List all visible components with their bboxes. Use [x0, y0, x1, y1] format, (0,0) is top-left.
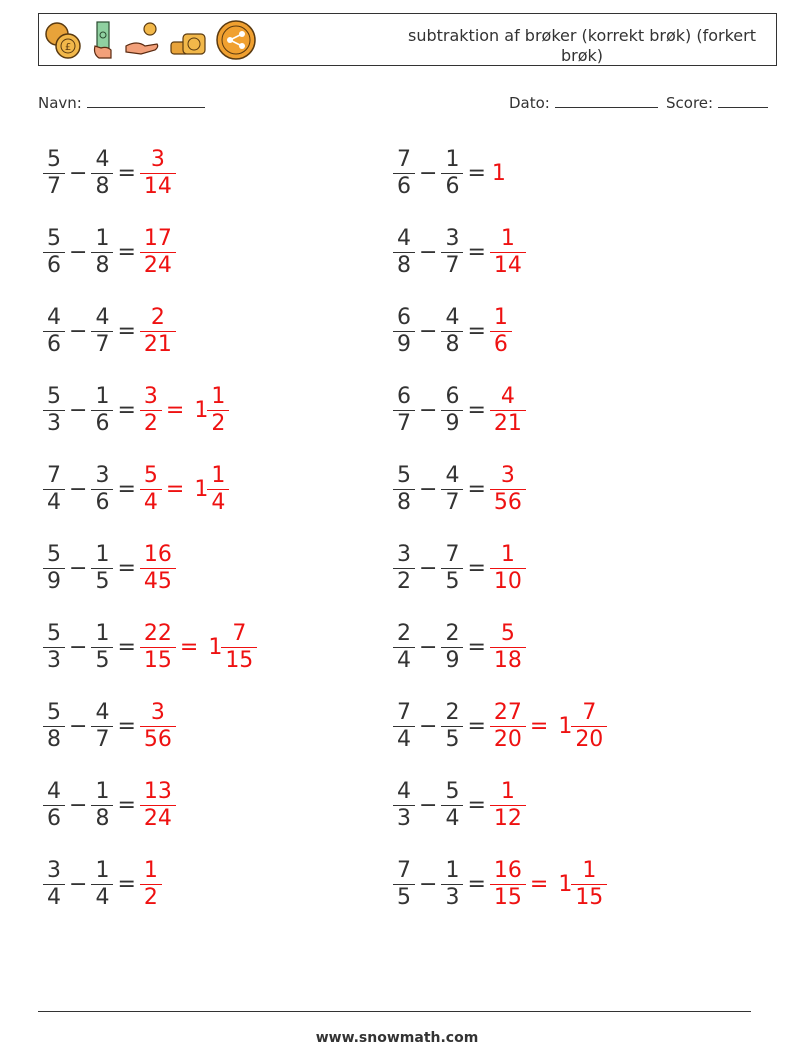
- subtrahend-fraction-numerator: 6: [445, 383, 460, 409]
- subtrahend-fraction-numerator: 3: [95, 462, 110, 488]
- minus-sign: −: [419, 555, 438, 581]
- answer-fraction-denominator: 2: [140, 410, 162, 437]
- mixed-fraction-numerator: 7: [232, 620, 247, 646]
- problem-row: [395, 696, 605, 756]
- subtrahend-fraction: [443, 779, 461, 832]
- answer-fraction-numerator: 1: [500, 225, 515, 251]
- problem-row: [45, 617, 255, 677]
- subtrahend-fraction: [93, 700, 111, 753]
- date-blank[interactable]: [555, 93, 658, 108]
- minuend-fraction-denominator: 8: [393, 252, 415, 279]
- equals-sign: =: [467, 555, 486, 581]
- minuend-fraction-denominator: 6: [393, 173, 415, 200]
- answer-fraction: [492, 779, 524, 832]
- answer-fraction: [142, 305, 174, 358]
- subtrahend-fraction: [443, 858, 461, 911]
- minus-sign: −: [419, 792, 438, 818]
- subtrahend-fraction: [93, 147, 111, 200]
- subtrahend-fraction-denominator: 7: [441, 489, 463, 516]
- subtrahend-fraction-numerator: 5: [445, 778, 460, 804]
- equals-sign: =: [467, 318, 486, 344]
- subtrahend-fraction-denominator: 4: [91, 884, 113, 911]
- answer-fraction-numerator: 2: [150, 304, 165, 330]
- answer-fraction: [142, 779, 174, 832]
- minus-sign: −: [69, 318, 88, 344]
- minus-sign: −: [69, 239, 88, 265]
- subtrahend-fraction-numerator: 4: [445, 304, 460, 330]
- subtrahend-fraction: [93, 384, 111, 437]
- equals-sign: =: [117, 792, 136, 818]
- minuend-fraction-numerator: 5: [47, 620, 61, 646]
- problem-row: [45, 222, 174, 282]
- minuend-fraction-denominator: 8: [43, 726, 65, 753]
- answer-fraction-numerator: 27: [493, 699, 522, 725]
- minuend-fraction-denominator: 5: [393, 884, 415, 911]
- answer-fraction: [142, 384, 160, 437]
- minuend-fraction-numerator: 5: [397, 462, 411, 488]
- mixed-fraction: [573, 700, 605, 753]
- answer-fraction-numerator: 3: [143, 383, 158, 409]
- minuend-fraction-numerator: 7: [397, 857, 411, 883]
- minus-sign: −: [69, 397, 88, 423]
- answer-fraction-numerator: 13: [143, 778, 172, 804]
- minuend-fraction-denominator: 4: [393, 726, 415, 753]
- mixed-whole-number: 1: [194, 476, 209, 502]
- answer-fraction-denominator: 24: [140, 805, 176, 832]
- subtrahend-fraction-denominator: 6: [441, 173, 463, 200]
- minuend-fraction: [45, 147, 63, 200]
- minuend-fraction-denominator: 4: [393, 647, 415, 674]
- minus-sign: −: [69, 713, 88, 739]
- minuend-fraction-numerator: 7: [397, 699, 411, 725]
- subtrahend-fraction-numerator: 1: [95, 225, 110, 251]
- subtrahend-fraction-denominator: 5: [441, 726, 463, 753]
- mixed-fraction-numerator: 1: [211, 462, 226, 488]
- answer-fraction-numerator: 3: [500, 462, 515, 488]
- minuend-fraction-denominator: 7: [43, 173, 65, 200]
- subtrahend-fraction-denominator: 5: [441, 568, 463, 595]
- minus-sign: −: [419, 476, 438, 502]
- subtrahend-fraction: [93, 542, 111, 595]
- minus-sign: −: [419, 871, 438, 897]
- problem-row: [395, 538, 524, 598]
- problem-row: [45, 380, 227, 440]
- mixed-fraction: [223, 621, 255, 674]
- score-label: Score:: [666, 94, 714, 112]
- minuend-fraction-denominator: 9: [393, 331, 415, 358]
- problem-row: [395, 143, 506, 203]
- mixed-whole-number: 1: [194, 397, 209, 423]
- answer-fraction: [492, 858, 524, 911]
- answer-fraction-denominator: 45: [140, 568, 176, 595]
- minuend-fraction: [45, 700, 63, 753]
- answer-fraction: [142, 858, 160, 911]
- subtrahend-fraction: [93, 463, 111, 516]
- answer-fraction-numerator: 22: [143, 620, 172, 646]
- answer-fraction: [142, 463, 160, 516]
- equals-sign: =: [467, 634, 486, 660]
- answer-fraction-numerator: 3: [150, 146, 165, 172]
- minus-sign: −: [69, 871, 88, 897]
- answer-fraction-numerator: 3: [150, 699, 165, 725]
- answer-fraction: [142, 700, 174, 753]
- subtrahend-fraction-numerator: 1: [95, 857, 110, 883]
- answer-fraction: [492, 700, 524, 753]
- problem-row: [395, 222, 524, 282]
- problem-row: [395, 854, 605, 914]
- footer-divider: [38, 1011, 751, 1012]
- mixed-whole-number: 1: [558, 871, 573, 897]
- minus-sign: −: [69, 160, 88, 186]
- answer-fraction-denominator: 14: [140, 173, 176, 200]
- subtrahend-fraction: [443, 147, 461, 200]
- minuend-fraction-numerator: 6: [397, 304, 411, 330]
- subtrahend-fraction: [443, 542, 461, 595]
- subtrahend-fraction-numerator: 4: [445, 462, 460, 488]
- equals-sign: =: [117, 239, 136, 265]
- minuend-fraction: [45, 542, 63, 595]
- mixed-equals-sign: =: [165, 397, 185, 423]
- minuend-fraction-numerator: 4: [397, 778, 411, 804]
- subtrahend-fraction-numerator: 2: [445, 620, 460, 646]
- subtrahend-fraction: [443, 305, 461, 358]
- subtrahend-fraction-denominator: 5: [91, 568, 113, 595]
- equals-sign: =: [117, 476, 136, 502]
- answer-fraction-denominator: 2: [140, 884, 162, 911]
- minuend-fraction: [395, 226, 413, 279]
- mixed-fraction: [573, 858, 605, 911]
- subtrahend-fraction-denominator: 3: [441, 884, 463, 911]
- answer-fraction-numerator: 17: [143, 225, 172, 251]
- answer-fraction-numerator: 5: [143, 462, 158, 488]
- subtrahend-fraction-denominator: 7: [91, 331, 113, 358]
- mixed-equals-sign: =: [529, 871, 549, 897]
- problem-row: [45, 696, 174, 756]
- answer-fraction: [142, 226, 174, 279]
- answer-fraction: [492, 384, 524, 437]
- subtrahend-fraction-denominator: 6: [91, 489, 113, 516]
- subtrahend-fraction: [93, 305, 111, 358]
- minus-sign: −: [419, 160, 438, 186]
- minuend-fraction-numerator: 4: [397, 225, 411, 251]
- answer-fraction-denominator: 21: [140, 331, 176, 358]
- name-field[interactable]: [38, 93, 205, 112]
- answer-fraction-denominator: 15: [140, 647, 176, 674]
- minuend-fraction: [45, 226, 63, 279]
- minuend-fraction-denominator: 6: [43, 252, 65, 279]
- answer-fraction-numerator: 1: [500, 541, 515, 567]
- minuend-fraction-numerator: 4: [47, 778, 61, 804]
- subtrahend-fraction-denominator: 9: [441, 647, 463, 674]
- minuend-fraction-denominator: 4: [43, 884, 65, 911]
- minuend-fraction: [395, 384, 413, 437]
- answer-fraction-numerator: 16: [143, 541, 172, 567]
- minuend-fraction-numerator: 5: [47, 383, 61, 409]
- problem-row: [395, 301, 510, 361]
- mixed-fraction-denominator: 20: [571, 726, 607, 753]
- subtrahend-fraction-numerator: 1: [95, 383, 110, 409]
- subtrahend-fraction-numerator: 1: [95, 541, 110, 567]
- answer-fraction-denominator: 56: [140, 726, 176, 753]
- answer-fraction-denominator: 56: [490, 489, 526, 516]
- subtrahend-fraction: [93, 779, 111, 832]
- minuend-fraction: [395, 779, 413, 832]
- minuend-fraction-numerator: 6: [397, 383, 411, 409]
- minus-sign: −: [419, 634, 438, 660]
- minuend-fraction-numerator: 7: [47, 462, 61, 488]
- subtrahend-fraction: [443, 700, 461, 753]
- minuend-fraction: [45, 463, 63, 516]
- answer-fraction-numerator: 16: [493, 857, 522, 883]
- problem-row: [395, 380, 524, 440]
- subtrahend-fraction-numerator: 4: [95, 304, 110, 330]
- equals-sign: =: [117, 555, 136, 581]
- subtrahend-fraction: [93, 226, 111, 279]
- subtrahend-fraction-numerator: 4: [95, 699, 110, 725]
- equals-sign: =: [467, 792, 486, 818]
- problem-row: [395, 775, 524, 835]
- answer-fraction: [492, 621, 524, 674]
- equals-sign: =: [467, 239, 486, 265]
- subtrahend-fraction: [443, 384, 461, 437]
- mixed-equals-sign: =: [179, 634, 199, 660]
- answer-fraction-denominator: 15: [490, 884, 526, 911]
- mixed-fraction-denominator: 4: [207, 489, 229, 516]
- answer-fraction-denominator: 18: [490, 647, 526, 674]
- date-field[interactable]: [509, 93, 658, 112]
- coin-stack-icon: [169, 20, 209, 60]
- answer-fraction-denominator: 10: [490, 568, 526, 595]
- subtrahend-fraction-denominator: 7: [91, 726, 113, 753]
- minus-sign: −: [419, 397, 438, 423]
- subtrahend-fraction-denominator: 8: [91, 173, 113, 200]
- subtrahend-fraction-denominator: 5: [91, 647, 113, 674]
- money-hand-icon: [89, 20, 117, 60]
- minuend-fraction-numerator: 5: [47, 699, 61, 725]
- subtrahend-fraction-denominator: 8: [91, 805, 113, 832]
- subtrahend-fraction-numerator: 1: [445, 146, 460, 172]
- problem-row: [45, 775, 174, 835]
- equals-sign: =: [467, 397, 486, 423]
- equals-sign: =: [117, 318, 136, 344]
- answer-fraction: [492, 305, 510, 358]
- problem-row: [45, 538, 174, 598]
- equals-sign: =: [117, 397, 136, 423]
- subtrahend-fraction-numerator: 1: [95, 620, 110, 646]
- subtrahend-fraction: [443, 463, 461, 516]
- subtrahend-fraction-numerator: 3: [445, 225, 460, 251]
- minuend-fraction: [395, 147, 413, 200]
- mixed-fraction-denominator: 2: [207, 410, 229, 437]
- answer-fraction-numerator: 1: [500, 778, 515, 804]
- minuend-fraction-numerator: 5: [47, 225, 61, 251]
- equals-sign: =: [117, 634, 136, 660]
- score-blank[interactable]: [718, 93, 768, 108]
- mixed-equals-sign: =: [529, 713, 549, 739]
- subtrahend-fraction: [443, 226, 461, 279]
- worksheet-title: subtraktion af brøker (korrekt brøk) (forkert brøk): [407, 26, 756, 65]
- subtrahend-fraction: [443, 621, 461, 674]
- subtrahend-fraction: [93, 858, 111, 911]
- minus-sign: −: [419, 239, 438, 265]
- answer-fraction: [142, 542, 174, 595]
- mixed-fraction-denominator: 15: [221, 647, 257, 674]
- answer-fraction-numerator: 1: [493, 304, 508, 330]
- answer-fraction-numerator: 4: [500, 383, 515, 409]
- equals-sign: =: [467, 476, 486, 502]
- minuend-fraction: [395, 542, 413, 595]
- minuend-fraction-denominator: 3: [393, 805, 415, 832]
- mixed-fraction: [209, 384, 227, 437]
- mixed-fraction: [209, 463, 227, 516]
- mixed-fraction-denominator: 15: [571, 884, 607, 911]
- share-coin-icon: [215, 19, 257, 61]
- minus-sign: −: [419, 713, 438, 739]
- minuend-fraction-denominator: 2: [393, 568, 415, 595]
- score-field[interactable]: [666, 93, 768, 112]
- minuend-fraction: [45, 779, 63, 832]
- minuend-fraction: [45, 858, 63, 911]
- answer-fraction-denominator: 12: [490, 805, 526, 832]
- answer-fraction: [142, 621, 174, 674]
- minuend-fraction: [395, 621, 413, 674]
- date-label: Dato:: [509, 94, 550, 112]
- problem-row: [45, 301, 174, 361]
- minuend-fraction-numerator: 7: [397, 146, 411, 172]
- minus-sign: −: [69, 634, 88, 660]
- mixed-fraction-numerator: 1: [211, 383, 226, 409]
- answer-whole: 1: [491, 160, 506, 186]
- minuend-fraction: [45, 621, 63, 674]
- name-label: Navn:: [38, 94, 82, 112]
- subtrahend-fraction-denominator: 8: [91, 252, 113, 279]
- subtrahend-fraction: [93, 621, 111, 674]
- subtrahend-fraction-denominator: 4: [441, 805, 463, 832]
- answer-fraction-denominator: 24: [140, 252, 176, 279]
- mixed-fraction-numerator: 7: [582, 699, 597, 725]
- subtrahend-fraction-denominator: 8: [441, 331, 463, 358]
- minus-sign: −: [69, 555, 88, 581]
- minuend-fraction: [395, 700, 413, 753]
- equals-sign: =: [467, 871, 486, 897]
- minuend-fraction-denominator: 7: [393, 410, 415, 437]
- answer-fraction-denominator: 6: [490, 331, 512, 358]
- minuend-fraction-numerator: 5: [47, 541, 61, 567]
- answer-fraction: [492, 542, 524, 595]
- header-icons: [43, 20, 257, 60]
- answer-fraction-denominator: 20: [490, 726, 526, 753]
- equals-sign: =: [117, 713, 136, 739]
- minuend-fraction: [45, 305, 63, 358]
- answer-fraction-numerator: 5: [500, 620, 515, 646]
- name-blank[interactable]: [87, 93, 205, 108]
- minuend-fraction-denominator: 8: [393, 489, 415, 516]
- answer-fraction-denominator: 14: [490, 252, 526, 279]
- subtrahend-fraction-denominator: 6: [91, 410, 113, 437]
- minuend-fraction-denominator: 4: [43, 489, 65, 516]
- equals-sign: =: [467, 713, 486, 739]
- mixed-whole-number: 1: [208, 634, 223, 660]
- subtrahend-fraction-numerator: 7: [445, 541, 460, 567]
- minuend-fraction-denominator: 6: [43, 331, 65, 358]
- problem-row: [45, 459, 227, 519]
- equals-sign: =: [117, 160, 136, 186]
- footer-url: www.snowmath.com: [315, 1030, 479, 1046]
- minus-sign: −: [69, 476, 88, 502]
- subtrahend-fraction-denominator: 7: [441, 252, 463, 279]
- subtrahend-fraction-numerator: 1: [445, 857, 460, 883]
- minuend-fraction-denominator: 9: [43, 568, 65, 595]
- answer-fraction: [492, 463, 524, 516]
- minuend-fraction: [395, 463, 413, 516]
- answer-fraction-denominator: 21: [490, 410, 526, 437]
- minuend-fraction-numerator: 2: [397, 620, 411, 646]
- minuend-fraction: [45, 384, 63, 437]
- svg-text:£: £: [64, 42, 72, 53]
- minuend-fraction-numerator: 4: [47, 304, 61, 330]
- problem-row: [45, 854, 160, 914]
- minuend-fraction: [395, 305, 413, 358]
- subtrahend-fraction-numerator: 2: [445, 699, 460, 725]
- problem-row: [395, 617, 524, 677]
- minuend-fraction-numerator: 3: [397, 541, 411, 567]
- answer-fraction: [142, 147, 174, 200]
- minuend-fraction-denominator: 6: [43, 805, 65, 832]
- problem-row: [45, 143, 174, 203]
- answer-fraction-denominator: 4: [140, 489, 162, 516]
- minuend-fraction-denominator: 3: [43, 647, 65, 674]
- worksheet-header: [38, 13, 777, 66]
- answer-fraction-numerator: 1: [143, 857, 158, 883]
- subtrahend-fraction-denominator: 9: [441, 410, 463, 437]
- equals-sign: =: [467, 160, 486, 186]
- hand-coin-icon: [123, 20, 163, 60]
- minuend-fraction-numerator: 3: [47, 857, 61, 883]
- subtrahend-fraction-numerator: 4: [95, 146, 110, 172]
- minuend-fraction: [395, 858, 413, 911]
- mixed-fraction-numerator: 1: [582, 857, 597, 883]
- subtrahend-fraction-numerator: 1: [95, 778, 110, 804]
- problem-row: [395, 459, 524, 519]
- minuend-fraction-denominator: 3: [43, 410, 65, 437]
- coins-icon: [43, 20, 83, 60]
- minuend-fraction-numerator: 5: [47, 146, 61, 172]
- minus-sign: −: [419, 318, 438, 344]
- mixed-whole-number: 1: [558, 713, 573, 739]
- answer-fraction: [492, 226, 524, 279]
- mixed-equals-sign: =: [165, 476, 185, 502]
- equals-sign: =: [117, 871, 136, 897]
- minus-sign: −: [69, 792, 88, 818]
